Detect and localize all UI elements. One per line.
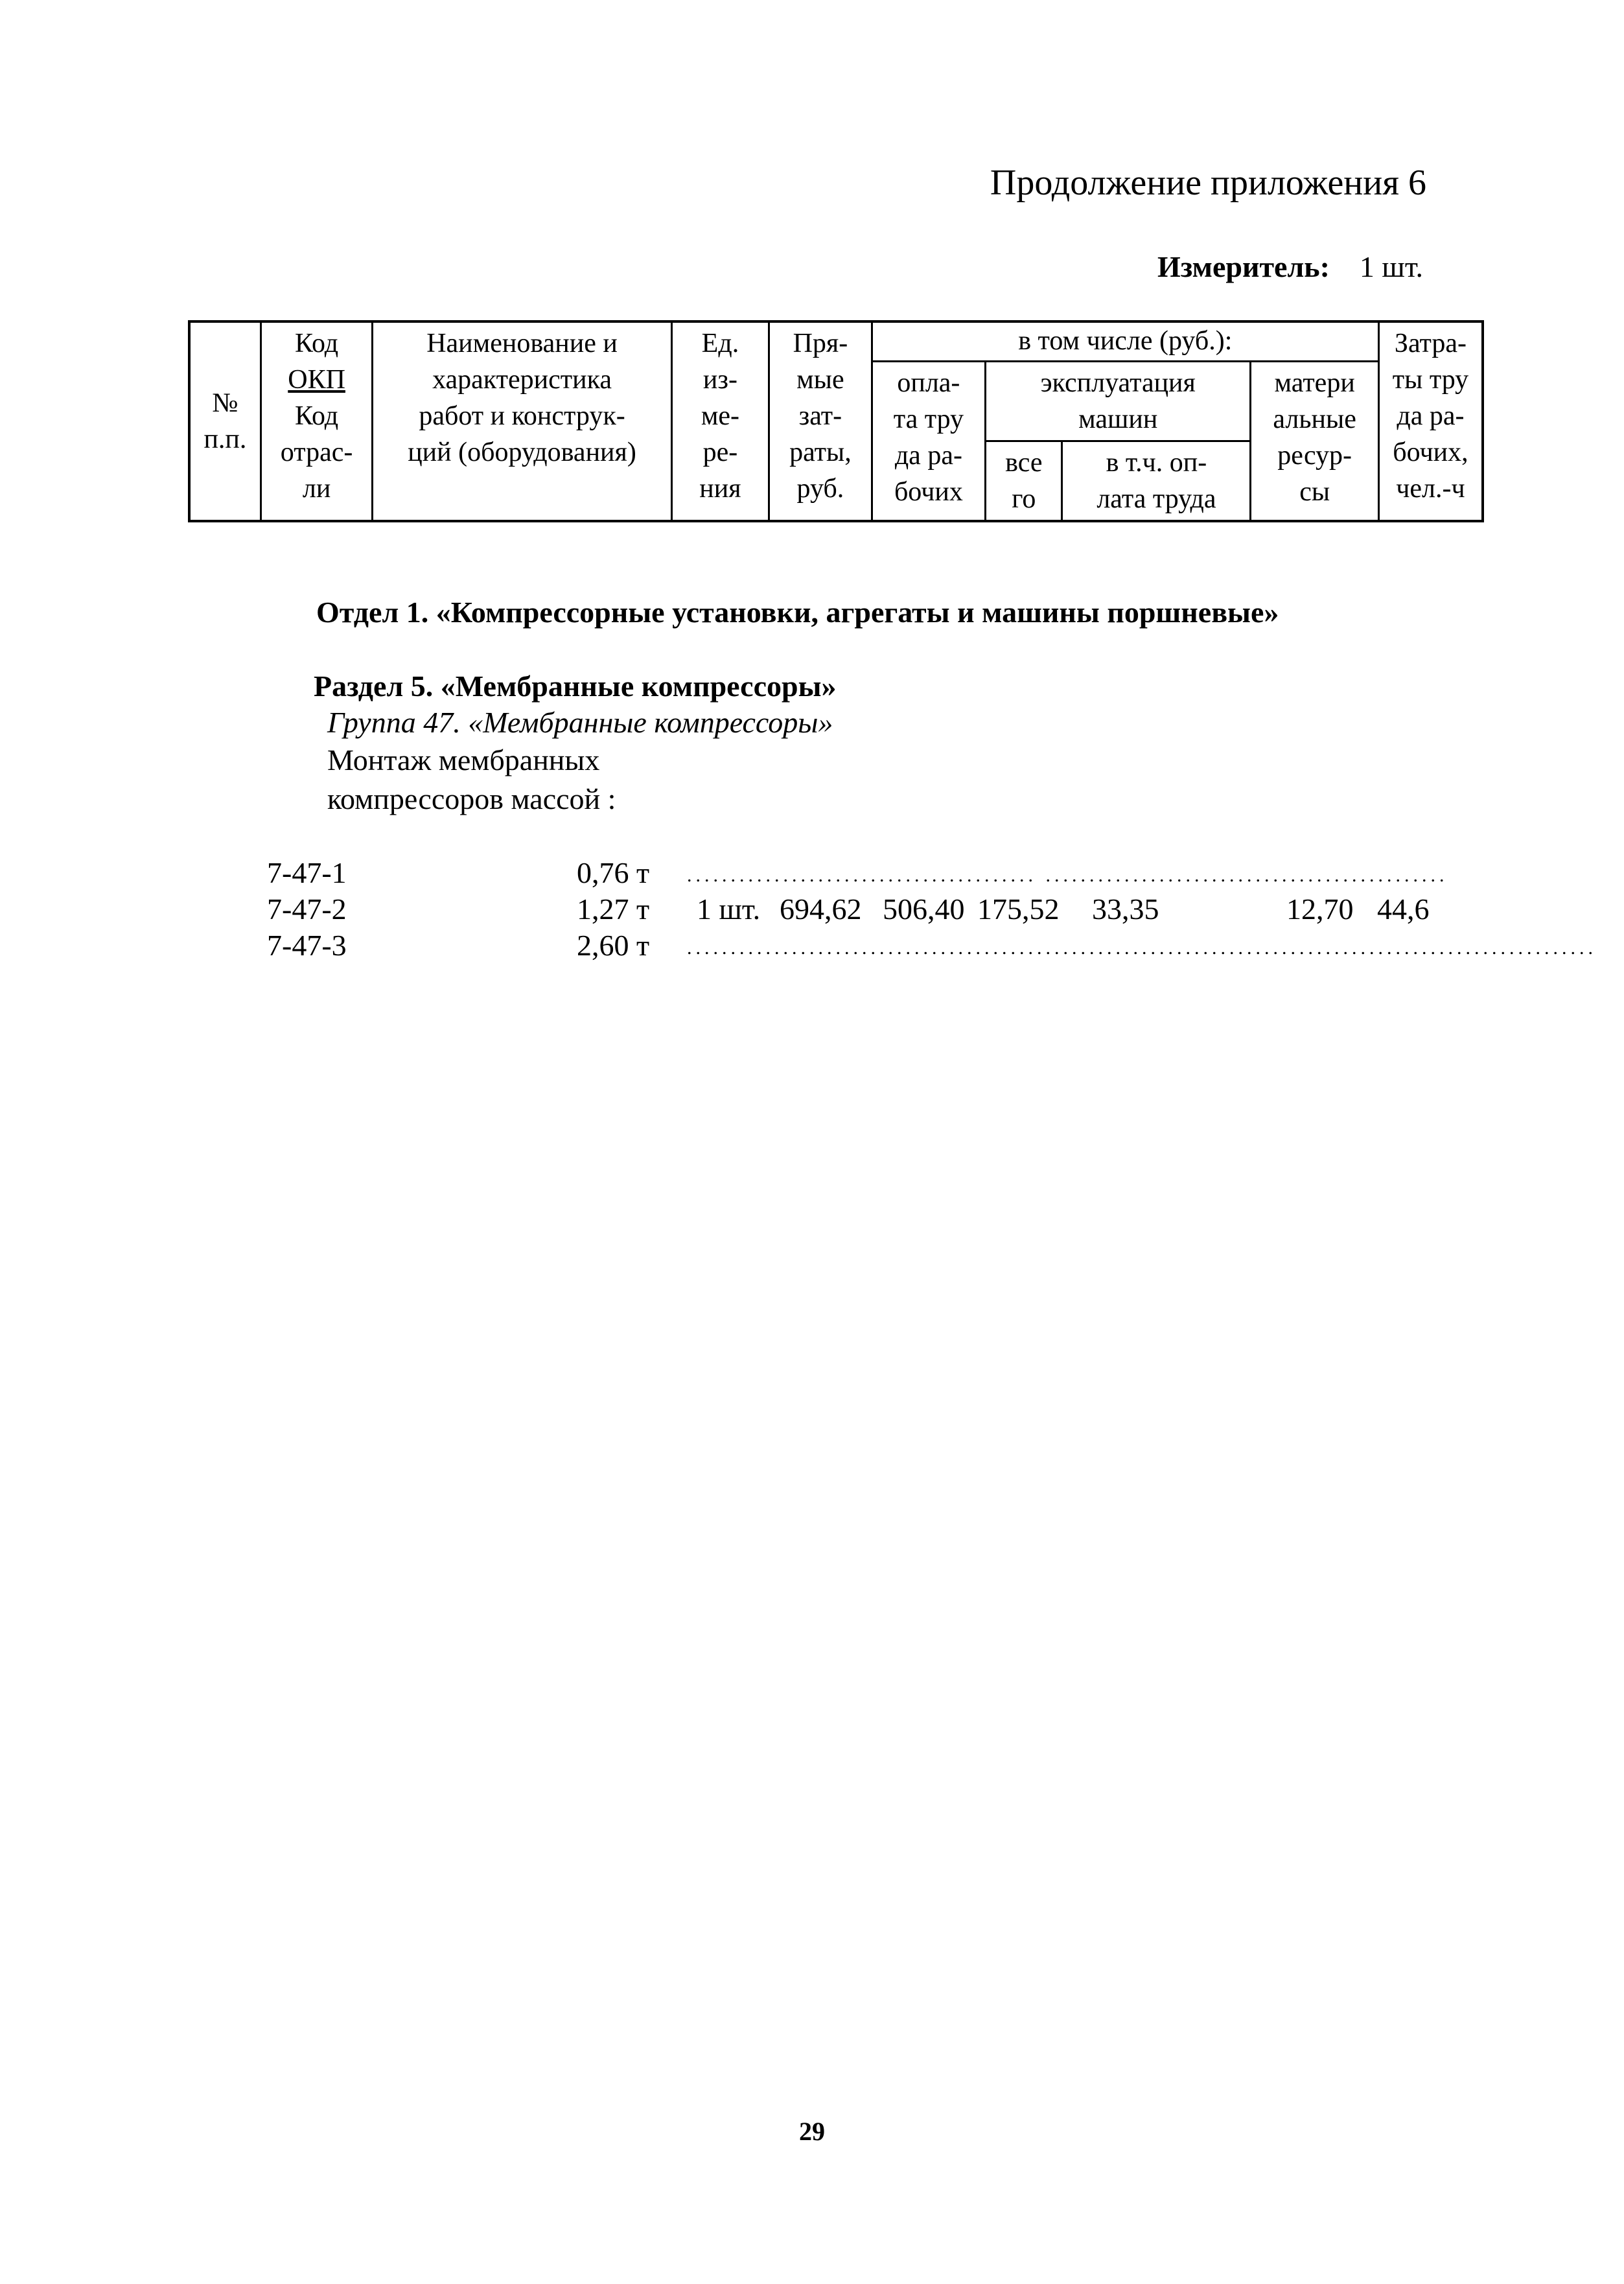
row-machine-wages: 33,35 [1092,892,1159,926]
work-description-line1: Монтаж мембранных [327,743,600,776]
table-row [0,856,1624,894]
col-num: № п.п. [189,321,261,521]
row-mass: 2,60 т [577,929,650,962]
department-title: Отдел 1. «Компрессорные установки, агрегаты и машины поршневые» [316,596,1279,629]
header-table [188,320,1484,522]
col-incl-wages: в т.ч. оп- лата труда [1062,441,1251,522]
group-machines: эксплуатация машин [986,362,1251,441]
col-labor: Затра- ты тру да ра- бочих, чел.-ч [1378,321,1483,521]
row-dots: ........................................................................................................ [687,937,1597,959]
row-code: 7-47-2 [267,892,347,926]
col-materials: матери альные ресур- сы [1251,362,1379,522]
row-code: 7-47-1 [267,856,347,889]
row-materials: 12,70 [1286,892,1354,926]
col-wages: опла- та тру да ра- бочих [872,362,986,522]
row-mass: 0,76 т [577,856,650,889]
work-description-line2: компрессоров массой : [327,782,616,815]
row-unit: 1 шт. [697,892,761,926]
appendix-title: Продолжение приложения 6 [990,163,1426,203]
row-mass: 1,27 т [577,892,650,926]
col-direct: Пря- мые зат- раты, руб. [769,321,872,521]
col-total: все го [986,441,1062,522]
group-title: Группа 47. «Мембранные компрессоры» [327,706,833,739]
section-title: Раздел 5. «Мембранные компрессоры» [314,670,837,703]
table-row [0,928,1624,967]
group-incl: в том числе (руб.): [872,321,1378,362]
page-number: 29 [799,2117,825,2146]
row-code: 7-47-3 [267,929,347,962]
measure-label: Измеритель: [1157,250,1330,283]
measure-line [1157,250,1423,284]
col-unit: Ед. из- ме- ре- ния [671,321,769,521]
row-machines: 175,52 [977,892,1060,926]
row-wages: 506,40 [883,892,965,926]
measure-value: 1 шт. [1359,250,1423,283]
row-direct: 694,62 [780,892,862,926]
row-labor: 44,6 [1377,892,1430,926]
col-code: Код ОКП Код отрас- ли [261,321,373,521]
col-name: Наименование и характеристика работ и конструк- ций (оборудования) [373,321,671,521]
row-dots: ........................................ .............................................. [687,865,1448,886]
table-row [0,892,1624,931]
